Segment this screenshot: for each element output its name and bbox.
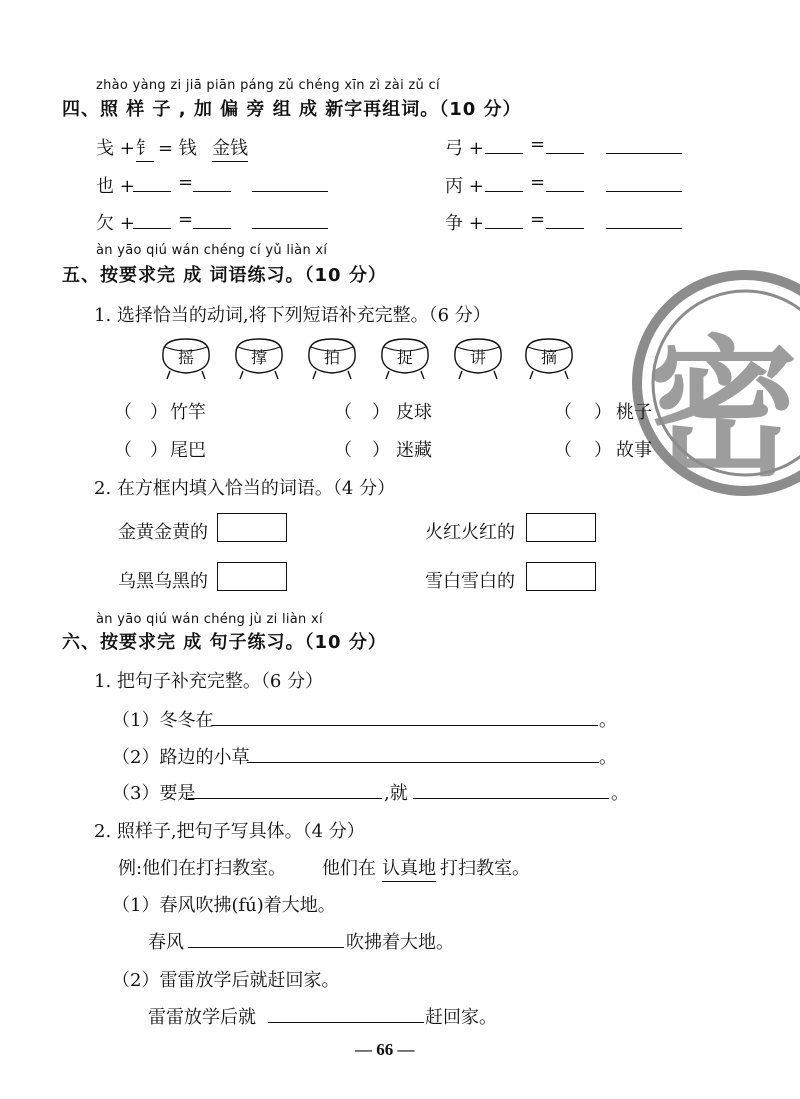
paren-open: （ — [114, 402, 132, 423]
adj-item: 金黄金黄的 — [118, 522, 208, 543]
phrase: 竹竿 — [170, 402, 206, 423]
char-blank[interactable] — [193, 191, 231, 192]
sentence-2: （2）雷雷放学后就赶回家。 — [112, 970, 340, 991]
equals-sign: = — [530, 172, 546, 193]
row-left-2-label: 也 + — [96, 176, 135, 197]
pot-option[interactable] — [449, 335, 507, 381]
row-right-2-label: 丙 + — [445, 176, 484, 197]
paren-close: ） — [372, 440, 390, 461]
answer-box[interactable] — [217, 562, 287, 591]
section5-pinyin: àn yāo qiú wán chéng cí yǔ liàn xí — [96, 243, 328, 258]
phrase: 迷藏 — [396, 440, 432, 461]
example-base: 戋 + — [96, 138, 135, 159]
char-blank[interactable] — [546, 153, 584, 154]
paren-close: ） — [594, 402, 612, 423]
equals-sign: = — [530, 209, 546, 230]
row-left-3-label: 欠 + — [96, 213, 135, 234]
pot-char: 拍 — [323, 348, 340, 367]
char-blank[interactable] — [546, 191, 584, 192]
equals-sign: = — [530, 134, 546, 155]
period: 。 — [611, 783, 629, 804]
radical-blank[interactable] — [133, 191, 171, 192]
word-blank[interactable] — [606, 153, 682, 154]
page-number: — 66 — — [355, 1040, 415, 1059]
pot-option[interactable] — [230, 335, 288, 381]
seal-char: 密 — [648, 323, 799, 497]
radical-blank[interactable] — [133, 228, 171, 229]
pot-char: 撑 — [250, 348, 267, 367]
pot-option[interactable] — [520, 335, 578, 381]
answer-box[interactable] — [526, 513, 596, 542]
paren-open: （ — [554, 440, 572, 461]
equals-sign: = — [178, 172, 194, 193]
sentence-2-end: 赶回家。 — [425, 1007, 497, 1028]
section4-pinyin: zhào yàng zi jiā piān páng zǔ chéng xīn zì zài zǔ cí — [96, 78, 440, 93]
adj-item: 雪白雪白的 — [425, 571, 515, 592]
word-blank[interactable] — [252, 191, 328, 192]
secret-seal — [630, 268, 800, 498]
sentence-connector: ,就 — [384, 783, 408, 804]
pot-char: 讲 — [469, 348, 486, 367]
sentence-stem: （1）冬冬在 — [112, 710, 214, 731]
paren-open: （ — [554, 402, 572, 423]
sentence-1-end: 吹拂着大地。 — [346, 932, 454, 953]
paren-close: ） — [594, 440, 612, 461]
example-sentence: 例:他们在打扫教室。 — [118, 858, 287, 879]
phrase: 尾巴 — [170, 440, 206, 461]
pot-char: 摘 — [540, 348, 557, 367]
paren-close: ） — [150, 440, 168, 461]
s6-q2-title: 2. 照样子,把句子写具体。（4 分） — [94, 821, 365, 842]
pot-option[interactable] — [376, 335, 434, 381]
char-blank[interactable] — [193, 228, 231, 229]
example-sentence-detail-b: 认真地 — [382, 854, 436, 882]
char-blank[interactable] — [546, 228, 584, 229]
sentence-blank[interactable] — [247, 762, 599, 763]
example-radical: 钅 — [136, 134, 154, 162]
radical-blank[interactable] — [485, 153, 523, 154]
pot-char: 捉 — [396, 348, 413, 367]
row-right-3-label: 争 + — [445, 213, 484, 234]
sentence-1: （1）春风吹拂(fú)着大地。 — [112, 895, 336, 916]
row-right-1-label: 弓 + — [445, 138, 484, 159]
pot-option[interactable] — [157, 335, 215, 381]
answer-box[interactable] — [526, 562, 596, 591]
adj-item: 乌黑乌黑的 — [118, 571, 208, 592]
expand-blank[interactable] — [268, 1022, 424, 1023]
example-word: 金钱 — [212, 134, 248, 162]
paren-open: （ — [334, 402, 352, 423]
example-result: = 钱 — [158, 138, 197, 159]
sentence-blank[interactable] — [188, 798, 382, 799]
period: 。 — [599, 710, 617, 731]
sentence-stem: （2）路边的小草 — [112, 747, 250, 768]
expand-blank[interactable] — [188, 947, 344, 948]
example-sentence-detail-c: 打扫教室。 — [440, 858, 530, 879]
paren-open: （ — [334, 440, 352, 461]
radical-blank[interactable] — [485, 191, 523, 192]
q1-title: 1. 选择恰当的动词,将下列短语补充完整。（6 分） — [94, 305, 491, 326]
phrase: 桃子 — [616, 402, 652, 423]
sentence-blank[interactable] — [212, 725, 598, 726]
section5-title: 五、按要求完 成 词语练习。（10 分） — [62, 265, 387, 286]
s6-q1-title: 1. 把句子补充完整。（6 分） — [94, 671, 324, 692]
section6-pinyin: àn yāo qiú wán chéng jù zi liàn xí — [96, 612, 323, 627]
equals-sign: = — [178, 209, 194, 230]
sentence-blank[interactable] — [413, 798, 609, 799]
section4-title: 四、照 样 子 , 加 偏 旁 组 成 新字再组词。（10 分） — [62, 99, 522, 120]
pot-char: 摇 — [177, 348, 194, 367]
period: 。 — [599, 747, 617, 768]
word-blank[interactable] — [606, 228, 682, 229]
answer-box[interactable] — [217, 513, 287, 542]
sentence-stem: （3）要是 — [112, 783, 196, 804]
paren-close: ） — [150, 402, 168, 423]
paren-open: （ — [114, 440, 132, 461]
phrase: 故事 — [616, 440, 652, 461]
paren-close: ） — [372, 402, 390, 423]
sentence-1-start: 春风 — [148, 932, 184, 953]
example-sentence-detail-a: 他们在 — [322, 858, 376, 879]
word-blank[interactable] — [252, 228, 328, 229]
radical-blank[interactable] — [485, 228, 523, 229]
section6-title: 六、按要求完 成 句子练习。（10 分） — [62, 632, 387, 653]
sentence-2-start: 雷雷放学后就 — [148, 1007, 256, 1028]
adj-item: 火红火红的 — [425, 522, 515, 543]
pot-option[interactable] — [303, 335, 361, 381]
q2-title: 2. 在方框内填入恰当的词语。（4 分） — [94, 478, 396, 499]
word-blank[interactable] — [606, 191, 682, 192]
phrase: 皮球 — [396, 402, 432, 423]
